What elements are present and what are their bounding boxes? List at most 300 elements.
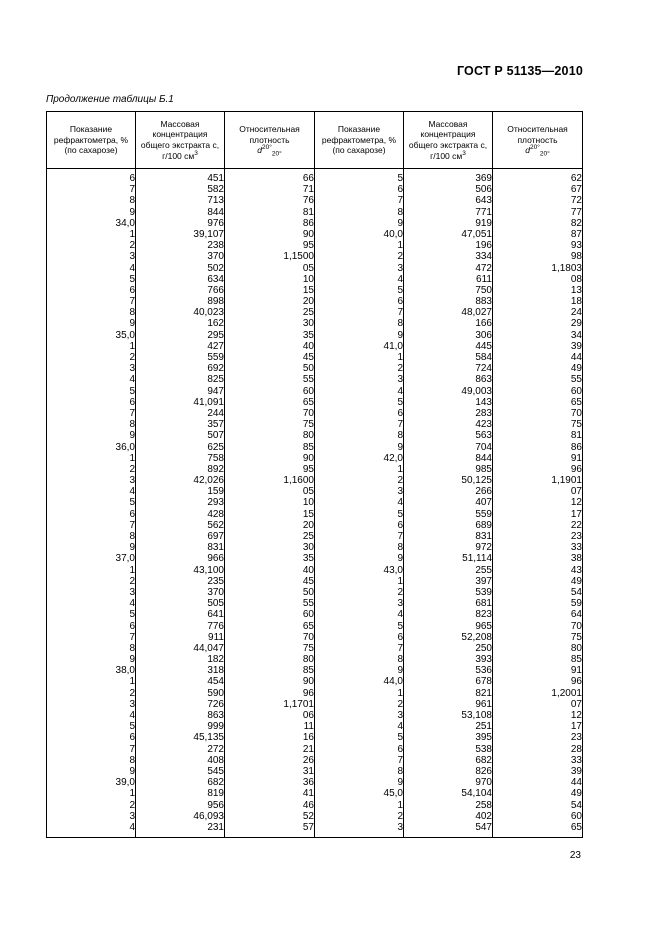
relative-density-cell: 18 (493, 296, 583, 307)
mass-concentration-cell: 584 (404, 352, 493, 363)
relative-density-cell: 40 (225, 341, 315, 352)
refractometer-cell: 7 (47, 744, 136, 755)
relative-density-cell: 60 (493, 386, 583, 397)
relative-density-cell: 55 (493, 374, 583, 385)
refractometer-cell: 1 (47, 565, 136, 576)
relative-density-cell: 34 (493, 330, 583, 341)
refractometer-cell: 5 (315, 732, 404, 743)
relative-density-cell: 06 (225, 710, 315, 721)
relative-density-cell: 44 (493, 777, 583, 788)
relative-density-cell: 95 (225, 240, 315, 251)
refractometer-cell: 34,0 (47, 218, 136, 229)
refractometer-cell: 2 (47, 576, 136, 587)
refractometer-cell: 5 (315, 397, 404, 408)
relative-density-cell: 57 (225, 822, 315, 838)
table-row (47, 341, 583, 352)
mass-concentration-cell: 976 (136, 218, 225, 229)
table-row (47, 710, 583, 721)
refractometer-cell: 7 (47, 408, 136, 419)
mass-concentration-cell: 825 (136, 374, 225, 385)
relative-density-cell: 20 (225, 520, 315, 531)
mass-concentration-cell: 831 (404, 531, 493, 542)
relative-density-cell: 75 (493, 632, 583, 643)
mass-concentration-cell: 819 (136, 788, 225, 799)
relative-density-cell: 12 (493, 710, 583, 721)
refractometer-cell: 8 (315, 766, 404, 777)
mass-concentration-cell: 536 (404, 665, 493, 676)
mass-concentration-cell: 407 (404, 497, 493, 508)
relative-density-cell: 91 (493, 453, 583, 464)
table-row (47, 654, 583, 665)
mass-concentration-cell: 697 (136, 531, 225, 542)
table-row (47, 576, 583, 587)
relative-density-cell: 22 (493, 520, 583, 531)
refractometer-cell: 6 (315, 744, 404, 755)
refractometer-cell: 1 (47, 788, 136, 799)
relative-density-cell: 39 (493, 341, 583, 352)
refractometer-cell: 36,0 (47, 442, 136, 453)
mass-concentration-cell: 692 (136, 363, 225, 374)
header-mass-concentration (136, 112, 225, 169)
relative-density-cell: 39 (493, 766, 583, 777)
refractometer-cell: 3 (315, 374, 404, 385)
relative-density-cell: 59 (493, 598, 583, 609)
table-header-row (47, 112, 583, 169)
refractometer-cell: 2 (47, 464, 136, 475)
mass-concentration-cell: 562 (136, 520, 225, 531)
refractometer-cell: 6 (315, 184, 404, 195)
relative-density-cell: 24 (493, 307, 583, 318)
table-row (47, 721, 583, 732)
mass-concentration-cell: 395 (404, 732, 493, 743)
relative-density-cell: 35 (225, 553, 315, 564)
mass-concentration-cell: 545 (136, 766, 225, 777)
mass-concentration-cell: 682 (404, 755, 493, 766)
refractometer-cell: 7 (315, 195, 404, 206)
mass-concentration-cell: 766 (136, 285, 225, 296)
mass-concentration-cell: 47,051 (404, 229, 493, 240)
refractometer-cell: 6 (315, 296, 404, 307)
relative-density-cell: 80 (493, 643, 583, 654)
refractometer-cell: 8 (315, 654, 404, 665)
refractometer-cell: 5 (47, 721, 136, 732)
table-row (47, 263, 583, 274)
refractometer-cell: 5 (47, 497, 136, 508)
relative-density-cell: 81 (225, 207, 315, 218)
mass-concentration-cell: 863 (136, 710, 225, 721)
refractometer-cell: 6 (315, 408, 404, 419)
refractometer-cell: 4 (47, 710, 136, 721)
mass-concentration-cell: 428 (136, 509, 225, 520)
relative-density-cell: 75 (225, 643, 315, 654)
mass-concentration-cell: 370 (136, 251, 225, 262)
refractometer-cell: 5 (315, 169, 404, 185)
relative-density-cell: 35 (225, 330, 315, 341)
relative-density-cell: 85 (493, 654, 583, 665)
mass-concentration-cell: 46,093 (136, 811, 225, 822)
relative-density-cell: 1,1600 (225, 475, 315, 486)
header-mass-concentration-text-2: Массовая концентрация общего экстракта с, г/100 см (408, 118, 488, 161)
relative-density-cell: 07 (493, 486, 583, 497)
relative-density-cell: 90 (225, 229, 315, 240)
mass-concentration-cell: 53,108 (404, 710, 493, 721)
mass-concentration-cell: 821 (404, 688, 493, 699)
mass-concentration-cell: 370 (136, 587, 225, 598)
refractometer-cell: 1 (315, 240, 404, 251)
relative-density-cell: 45 (225, 352, 315, 363)
relative-density-cell: 33 (493, 755, 583, 766)
relative-density-cell: 96 (493, 676, 583, 687)
relative-density-cell: 1,1500 (225, 251, 315, 262)
relative-density-cell: 72 (493, 195, 583, 206)
relative-density-cell: 1,2001 (493, 688, 583, 699)
refractometer-cell: 2 (315, 251, 404, 262)
relative-density-cell: 77 (493, 207, 583, 218)
refractometer-cell: 9 (47, 430, 136, 441)
refractometer-cell: 1 (47, 676, 136, 687)
relative-density-cell: 76 (225, 195, 315, 206)
mass-concentration-cell: 159 (136, 486, 225, 497)
mass-concentration-cell: 643 (404, 195, 493, 206)
mass-concentration-cell: 726 (136, 699, 225, 710)
refractometer-cell: 4 (315, 609, 404, 620)
relative-density-cell: 65 (225, 397, 315, 408)
table-row (47, 453, 583, 464)
mass-concentration-cell: 451 (136, 169, 225, 185)
mass-concentration-cell: 250 (404, 643, 493, 654)
relative-density-cell: 31 (225, 766, 315, 777)
relative-density-cell: 17 (493, 509, 583, 520)
relative-density-cell: 26 (225, 755, 315, 766)
relative-density-cell: 75 (493, 419, 583, 430)
refractometer-cell: 4 (315, 386, 404, 397)
table-row (47, 296, 583, 307)
refractometer-cell: 42,0 (315, 453, 404, 464)
refractometer-cell: 2 (315, 811, 404, 822)
relative-density-cell: 50 (225, 587, 315, 598)
mass-concentration-cell: 42,026 (136, 475, 225, 486)
refractometer-cell: 5 (47, 386, 136, 397)
relative-density-cell: 05 (225, 263, 315, 274)
table-row (47, 509, 583, 520)
table-row (47, 397, 583, 408)
refractometer-cell: 6 (47, 732, 136, 743)
table-row (47, 307, 583, 318)
mass-concentration-cell: 625 (136, 442, 225, 453)
relative-density-cell: 49 (493, 363, 583, 374)
table-row (47, 330, 583, 341)
relative-density-cell: 17 (493, 721, 583, 732)
refractometer-cell: 3 (315, 263, 404, 274)
relative-density-cell: 16 (225, 732, 315, 743)
relative-density-cell: 86 (493, 442, 583, 453)
refractometer-cell: 7 (47, 184, 136, 195)
relative-density-cell: 1,1803 (493, 263, 583, 274)
mass-concentration-cell: 408 (136, 755, 225, 766)
refractometer-cell: 43,0 (315, 565, 404, 576)
relative-density-cell: 96 (493, 464, 583, 475)
table-row (47, 475, 583, 486)
mass-concentration-cell: 844 (404, 453, 493, 464)
table-row (47, 363, 583, 374)
refractometer-cell: 1 (315, 576, 404, 587)
refractometer-cell: 6 (47, 621, 136, 632)
relative-density-cell: 07 (493, 699, 583, 710)
mass-concentration-cell: 641 (136, 609, 225, 620)
mass-concentration-cell: 49,003 (404, 386, 493, 397)
density-table (46, 111, 583, 838)
table-row (47, 408, 583, 419)
mass-concentration-cell: 724 (404, 363, 493, 374)
relative-density-cell: 13 (493, 285, 583, 296)
relative-density-cell: 52 (225, 811, 315, 822)
refractometer-cell: 8 (47, 643, 136, 654)
mass-concentration-cell: 611 (404, 274, 493, 285)
relative-density-cell: 70 (493, 621, 583, 632)
refractometer-cell: 8 (47, 195, 136, 206)
relative-density-cell: 87 (493, 229, 583, 240)
relative-density-cell: 65 (493, 397, 583, 408)
table-row (47, 464, 583, 475)
refractometer-cell: 6 (47, 169, 136, 185)
table-row (47, 699, 583, 710)
relative-density-cell: 98 (493, 251, 583, 262)
mass-concentration-cell: 582 (136, 184, 225, 195)
table-row (47, 352, 583, 363)
mass-concentration-cell: 293 (136, 497, 225, 508)
mass-concentration-cell: 334 (404, 251, 493, 262)
mass-concentration-cell: 750 (404, 285, 493, 296)
refractometer-cell: 1 (47, 341, 136, 352)
relative-density-cell: 60 (225, 386, 315, 397)
relative-density-cell: 55 (225, 598, 315, 609)
mass-concentration-cell: 898 (136, 296, 225, 307)
relative-density-cell: 05 (225, 486, 315, 497)
relative-density-cell: 70 (225, 632, 315, 643)
refractometer-cell: 3 (47, 699, 136, 710)
refractometer-cell: 5 (315, 285, 404, 296)
refractometer-cell: 3 (315, 486, 404, 497)
mass-concentration-cell: 54,104 (404, 788, 493, 799)
refractometer-cell: 3 (47, 811, 136, 822)
table-row (47, 755, 583, 766)
mass-concentration-cell: 427 (136, 341, 225, 352)
table-row (47, 195, 583, 206)
refractometer-cell: 4 (315, 497, 404, 508)
mass-concentration-cell: 318 (136, 665, 225, 676)
relative-density-cell: 49 (493, 788, 583, 799)
relative-density-cell: 54 (493, 587, 583, 598)
header-density-sub: 20° (271, 150, 282, 158)
refractometer-cell: 3 (47, 475, 136, 486)
table-row (47, 676, 583, 687)
refractometer-cell: 8 (315, 542, 404, 553)
relative-density-cell: 96 (225, 688, 315, 699)
table-row (47, 497, 583, 508)
table-row (47, 184, 583, 195)
mass-concentration-cell: 244 (136, 408, 225, 419)
refractometer-cell: 40,0 (315, 229, 404, 240)
table-row (47, 251, 583, 262)
mass-concentration-cell: 539 (404, 587, 493, 598)
refractometer-cell: 9 (47, 207, 136, 218)
refractometer-cell: 9 (315, 777, 404, 788)
table-row (47, 609, 583, 620)
table-row (47, 229, 583, 240)
mass-concentration-cell: 559 (136, 352, 225, 363)
header-relative-density-text-2: Относительная плотность (507, 124, 568, 145)
header-mass-concentration-sup: 3 (194, 149, 198, 157)
mass-concentration-cell: 251 (404, 721, 493, 732)
refractometer-cell: 3 (315, 822, 404, 838)
table-row (47, 565, 583, 576)
relative-density-cell: 62 (493, 169, 583, 185)
table-row (47, 531, 583, 542)
relative-density-cell: 65 (225, 621, 315, 632)
table-row (47, 598, 583, 609)
table-row (47, 777, 583, 788)
relative-density-cell: 29 (493, 318, 583, 329)
table-row (47, 386, 583, 397)
mass-concentration-cell: 196 (404, 240, 493, 251)
relative-density-cell: 66 (225, 169, 315, 185)
header-density-symbol-2: d (525, 145, 531, 156)
relative-density-cell: 90 (225, 453, 315, 464)
relative-density-cell: 1,1901 (493, 475, 583, 486)
mass-concentration-cell: 972 (404, 542, 493, 553)
table-row (47, 732, 583, 743)
mass-concentration-cell: 258 (404, 800, 493, 811)
refractometer-cell: 5 (315, 509, 404, 520)
refractometer-cell: 4 (47, 598, 136, 609)
refractometer-cell: 2 (315, 699, 404, 710)
relative-density-cell: 44 (493, 352, 583, 363)
mass-concentration-cell: 48,027 (404, 307, 493, 318)
table-row (47, 207, 583, 218)
refractometer-cell: 9 (315, 218, 404, 229)
table-row (47, 442, 583, 453)
relative-density-cell: 21 (225, 744, 315, 755)
mass-concentration-cell: 51,114 (404, 553, 493, 564)
refractometer-cell: 4 (47, 822, 136, 838)
refractometer-cell: 3 (47, 587, 136, 598)
mass-concentration-cell: 678 (404, 676, 493, 687)
mass-concentration-cell: 506 (404, 184, 493, 195)
table-row (47, 318, 583, 329)
refractometer-cell: 7 (315, 755, 404, 766)
relative-density-cell: 82 (493, 218, 583, 229)
refractometer-cell: 9 (315, 665, 404, 676)
refractometer-cell: 9 (47, 318, 136, 329)
table-row (47, 632, 583, 643)
refractometer-cell: 8 (47, 307, 136, 318)
relative-density-cell: 25 (225, 307, 315, 318)
refractometer-cell: 9 (47, 542, 136, 553)
relative-density-cell: 23 (493, 732, 583, 743)
mass-concentration-cell: 507 (136, 430, 225, 441)
refractometer-cell: 5 (47, 609, 136, 620)
refractometer-cell: 7 (47, 296, 136, 307)
header-relative-density-text: Относительная плотность (239, 124, 300, 145)
refractometer-cell: 4 (47, 263, 136, 274)
relative-density-cell: 25 (225, 531, 315, 542)
mass-concentration-cell: 844 (136, 207, 225, 218)
mass-concentration-cell: 39,107 (136, 229, 225, 240)
relative-density-cell: 85 (225, 665, 315, 676)
mass-concentration-cell: 231 (136, 822, 225, 838)
mass-concentration-cell: 162 (136, 318, 225, 329)
mass-concentration-cell: 776 (136, 621, 225, 632)
refractometer-cell: 7 (47, 520, 136, 531)
relative-density-cell: 30 (225, 318, 315, 329)
table-row (47, 688, 583, 699)
refractometer-cell: 2 (315, 475, 404, 486)
mass-concentration-cell: 143 (404, 397, 493, 408)
table-row (47, 788, 583, 799)
mass-concentration-cell: 505 (136, 598, 225, 609)
mass-concentration-cell: 758 (136, 453, 225, 464)
mass-concentration-cell: 547 (404, 822, 493, 838)
table-row (47, 643, 583, 654)
refractometer-cell: 4 (315, 274, 404, 285)
mass-concentration-cell: 823 (404, 609, 493, 620)
table-row (47, 169, 583, 185)
table-row (47, 542, 583, 553)
relative-density-cell: 1,1701 (225, 699, 315, 710)
mass-concentration-cell: 771 (404, 207, 493, 218)
mass-concentration-cell: 423 (404, 419, 493, 430)
mass-concentration-cell: 357 (136, 419, 225, 430)
mass-concentration-cell: 704 (404, 442, 493, 453)
mass-concentration-cell: 283 (404, 408, 493, 419)
table-row (47, 285, 583, 296)
table-row (47, 744, 583, 755)
relative-density-cell: 38 (493, 553, 583, 564)
mass-concentration-cell: 235 (136, 576, 225, 587)
mass-concentration-cell: 970 (404, 777, 493, 788)
refractometer-cell: 35,0 (47, 330, 136, 341)
relative-density-cell: 55 (225, 374, 315, 385)
document-id: ГОСТ Р 51135—2010 (456, 64, 583, 78)
relative-density-cell: 91 (493, 665, 583, 676)
mass-concentration-cell: 454 (136, 676, 225, 687)
mass-concentration-cell: 295 (136, 330, 225, 341)
mass-concentration-cell: 681 (404, 598, 493, 609)
refractometer-cell: 3 (315, 710, 404, 721)
refractometer-cell: 7 (315, 531, 404, 542)
mass-concentration-cell: 166 (404, 318, 493, 329)
refractometer-cell: 3 (47, 363, 136, 374)
table-row (47, 486, 583, 497)
relative-density-cell: 11 (225, 721, 315, 732)
mass-concentration-cell: 682 (136, 777, 225, 788)
relative-density-cell: 28 (493, 744, 583, 755)
table-row (47, 520, 583, 531)
relative-density-cell: 20 (225, 296, 315, 307)
relative-density-cell: 93 (493, 240, 583, 251)
refractometer-cell: 9 (47, 766, 136, 777)
relative-density-cell: 36 (225, 777, 315, 788)
refractometer-cell: 4 (315, 721, 404, 732)
mass-concentration-cell: 863 (404, 374, 493, 385)
mass-concentration-cell: 369 (404, 169, 493, 185)
header-density-symbol: d (257, 145, 263, 156)
relative-density-cell: 10 (225, 497, 315, 508)
table-row (47, 766, 583, 777)
refractometer-cell: 8 (47, 419, 136, 430)
relative-density-cell: 70 (225, 408, 315, 419)
page-number: 23 (569, 850, 581, 861)
